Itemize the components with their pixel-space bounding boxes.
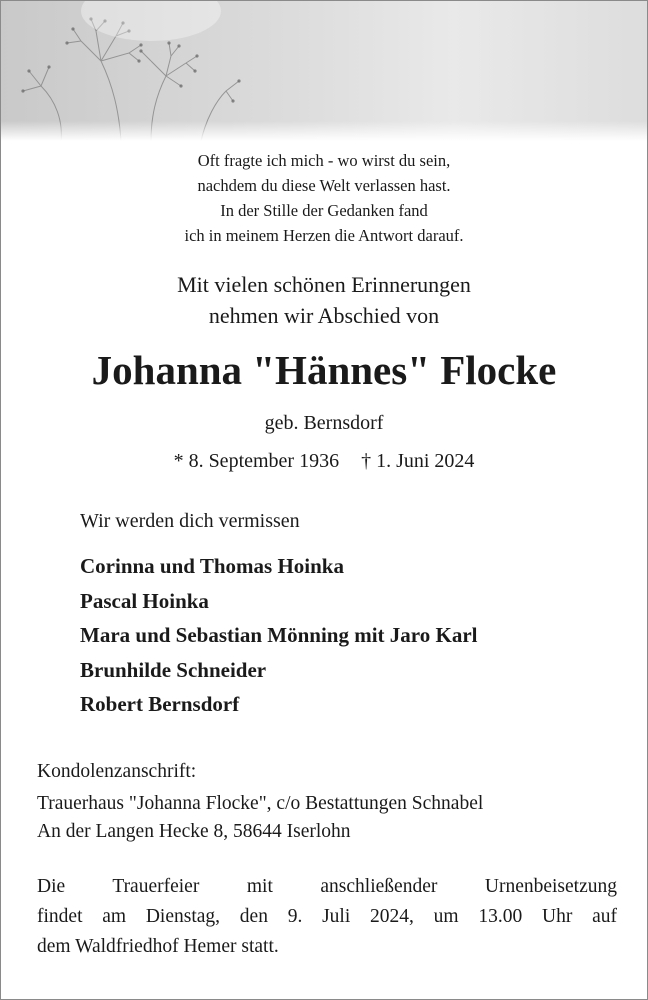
poem-line: ich in meinem Herzen die Antwort darauf. xyxy=(184,226,464,245)
mourner-name: Robert Bernsdorf xyxy=(80,692,240,716)
condolence-label: Kondolenzanschrift: xyxy=(37,761,197,782)
poem-line: nachdem du diese Welt verlassen hast. xyxy=(197,176,451,195)
mourners-list xyxy=(80,549,477,722)
header-photo xyxy=(1,1,647,141)
deceased-name: Johanna "Hännes" Flocke xyxy=(91,347,557,393)
poem-line: In der Stille der Gedanken fand xyxy=(220,201,428,220)
ceremony-line: findet am Dienstag, den 9. Juli 2024, um 13.00 Uhr auf xyxy=(37,906,617,927)
mourner-name: Brunhilde Schneider xyxy=(80,657,267,682)
intro-text xyxy=(1,269,647,331)
dried-flower-icon xyxy=(1,1,647,141)
birth-date: * 8. September 1936 xyxy=(173,450,340,472)
life-dates xyxy=(1,447,647,475)
condolence-address xyxy=(37,758,483,846)
intro-line: Mit vielen schönen Erinnerungen xyxy=(177,272,471,297)
ceremony-line: Die Trauerfeier mit anschließender Urnenbeisetzung xyxy=(37,876,617,897)
address-line: An der Langen Hecke 8, 58644 Iserlohn xyxy=(37,821,351,842)
ceremony-line: dem Waldfriedhof Hemer statt. xyxy=(37,936,279,957)
mourners-intro: Wir werden dich vermissen xyxy=(80,510,300,532)
death-date: † 1. Juni 2024 xyxy=(361,450,475,472)
address-line: Trauerhaus "Johanna Flocke", c/o Bestattungen Schnabel xyxy=(37,793,484,814)
mourner-name: Corinna und Thomas Hoinka xyxy=(80,554,344,578)
poem xyxy=(1,148,647,248)
mourner-name: Mara und Sebastian Mönning mit Jaro Karl xyxy=(80,623,478,647)
poem-line: Oft fragte ich mich - wo wirst du sein, xyxy=(197,151,451,170)
ceremony-info xyxy=(37,872,617,962)
intro-line: nehmen wir Abschied von xyxy=(208,303,440,328)
birth-name: geb. Bernsdorf xyxy=(264,412,384,434)
header-fade xyxy=(1,121,647,141)
mourner-name: Pascal Hoinka xyxy=(80,588,209,613)
